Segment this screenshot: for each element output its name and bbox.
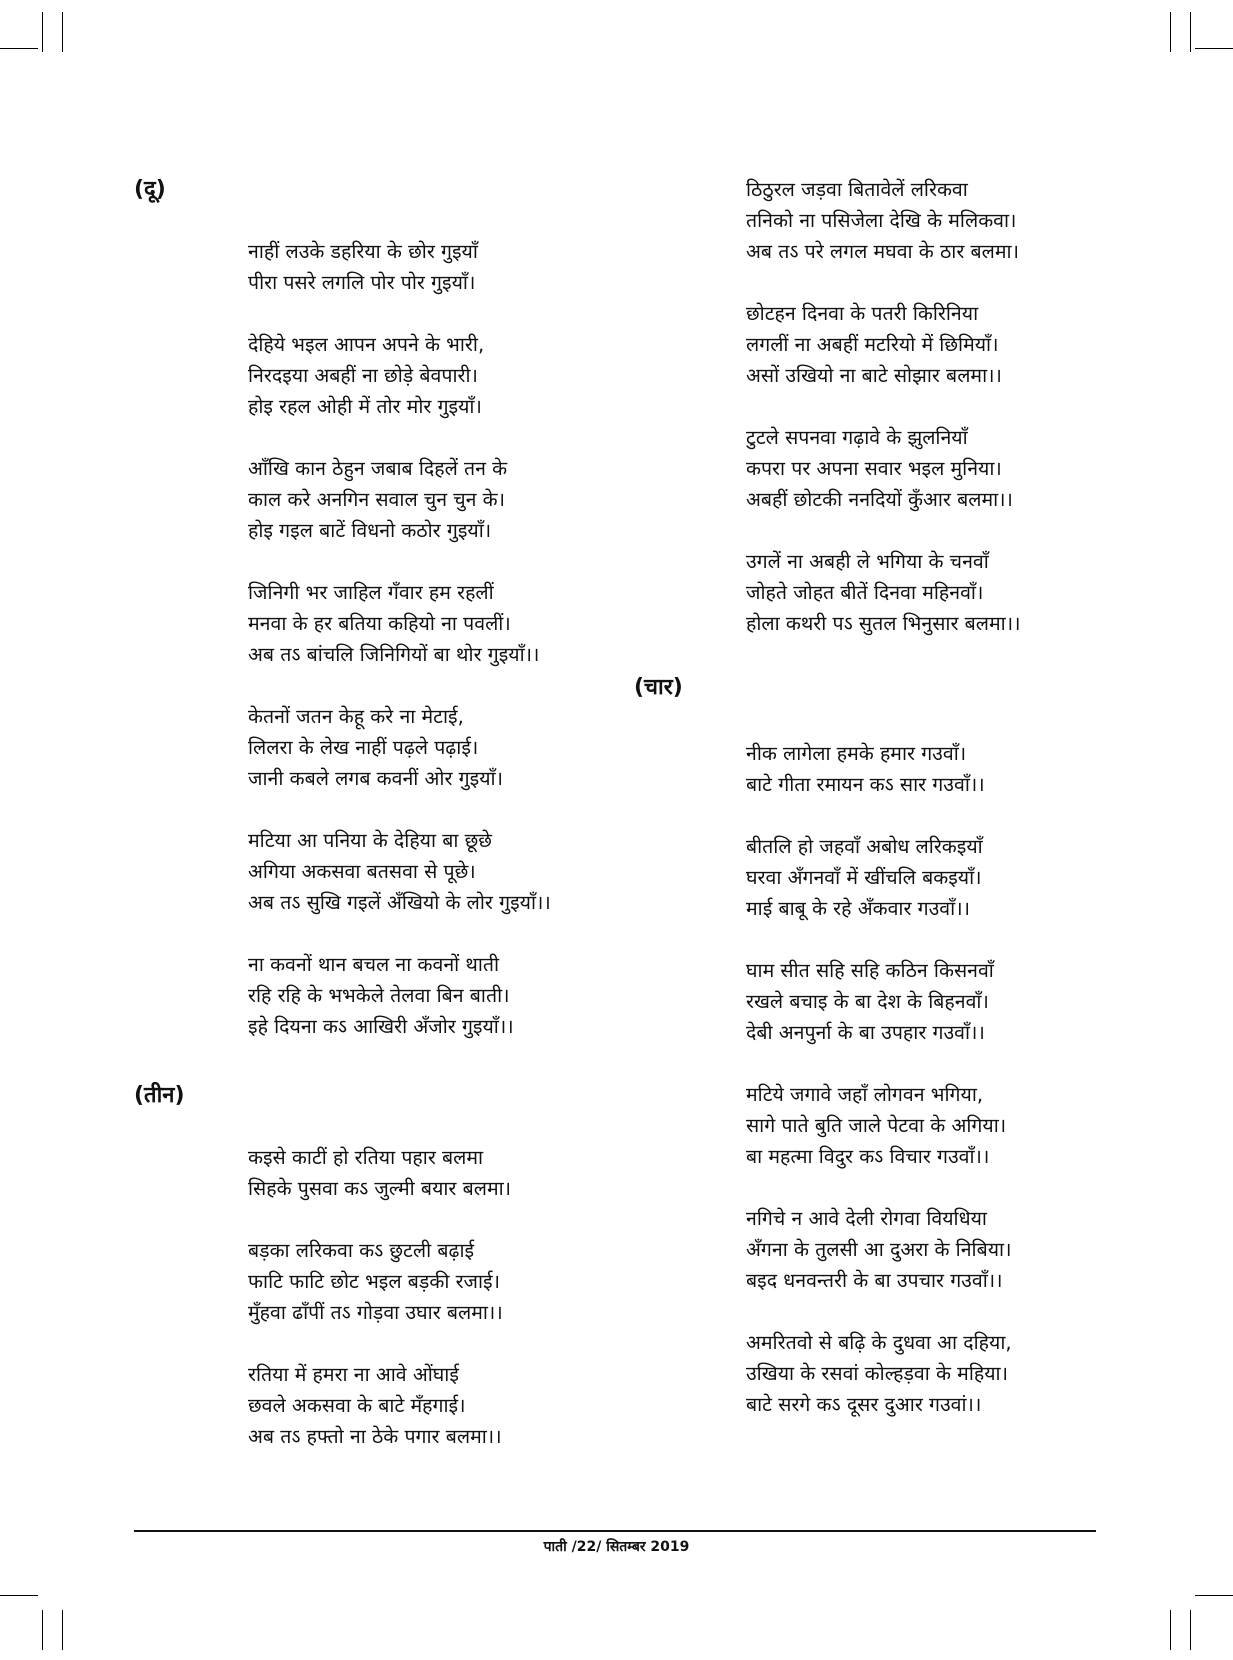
poem-line: जानी कबले लगब कवनीं ओर गुइयाँ। bbox=[248, 767, 503, 790]
stanza bbox=[746, 422, 1020, 515]
crop-mark bbox=[1170, 1610, 1171, 1650]
crop-mark bbox=[1195, 48, 1233, 49]
poem-line: बाटे सरगे कऽ दूसर दुआर गउवां।। bbox=[746, 1393, 982, 1416]
poem-line: घाम सीत सहि सहि कठिन किसनवाँ bbox=[746, 959, 994, 982]
footer-rule bbox=[134, 1530, 1096, 1532]
poem-line: ना कवनों थान बचल ना कवनों थाती bbox=[248, 953, 500, 976]
poem-line: देबी अनपुर्ना के बा उपहार गउवाँ।। bbox=[746, 1021, 985, 1044]
poem-line: अब तऽ सुखि गइलें अँखियो के लोर गुइयाँ।। bbox=[248, 891, 551, 914]
poem-line: नीक लागेला हमके हमार गउवाँ। bbox=[746, 742, 967, 765]
poem-teen-left bbox=[248, 1142, 511, 1452]
poem-line: अमरितवो से बढ़ि के दुधवा आ दहिया, bbox=[746, 1331, 1012, 1354]
stanza bbox=[248, 236, 551, 298]
poem-line: होइ गइल बाटें विधनो कठोर गुइयाँ। bbox=[248, 519, 492, 542]
poem-line: तनिको ना पसिजेला देखि के मलिकवा। bbox=[746, 209, 1017, 232]
section-heading-teen: (तीन) bbox=[134, 1083, 185, 1108]
poem-line: बइद धनवन्तरी के बा उपचार गउवाँ।। bbox=[746, 1269, 1003, 1292]
stanza bbox=[248, 1235, 511, 1328]
poem-line: सागे पाते बुति जाले पेटवा के अगिया। bbox=[746, 1114, 1007, 1137]
poem-line: माई बाबू के रहे अँकवार गउवाँ।। bbox=[746, 897, 970, 920]
crop-mark bbox=[42, 1610, 43, 1650]
poem-line: काल करे अनगिन सवाल चुन चुन के। bbox=[248, 488, 506, 511]
stanza bbox=[248, 1359, 511, 1452]
poem-line: जोहते जोहत बीतें दिनवा महिनवाँ। bbox=[746, 581, 984, 604]
stanza bbox=[248, 329, 551, 422]
poem-line: अबहीं छोटकी ननदियों कुँआर बलमा।। bbox=[746, 488, 1013, 511]
poem-line: अब तऽ हफ्तो ना ठेके पगार बलमा।। bbox=[248, 1425, 502, 1448]
stanza bbox=[746, 298, 1020, 391]
poem-line: बा महत्मा विदुर कऽ विचार गउवाँ।। bbox=[746, 1145, 990, 1168]
poem-line: उगलें ना अबही ले भगिया के चनवाँ bbox=[746, 550, 989, 573]
stanza bbox=[746, 738, 1012, 800]
poem-line: रखले बचाइ के बा देश के बिहनवाँ। bbox=[746, 990, 989, 1013]
poem-line: रहि रहि के भभकेले तेलवा बिन बाती। bbox=[248, 984, 510, 1007]
section-heading-char: (चार) bbox=[634, 675, 683, 700]
page-footer: पाती /22/ सितम्बर 2019 bbox=[543, 1539, 690, 1555]
poem-line: होइ रहल ओही में तोर मोर गुइयाँ। bbox=[248, 395, 482, 418]
stanza bbox=[746, 1327, 1012, 1420]
poem-line: आँखि कान ठेहुन जबाब दिहलें तन के bbox=[248, 457, 508, 480]
crop-mark bbox=[42, 12, 43, 52]
poem-line: केतनों जतन केहू करे ना मेटाई, bbox=[248, 705, 464, 728]
poem-line: छवले अकसवा के बाटे मँहगाई। bbox=[248, 1394, 466, 1417]
poem-line: देहिये भइल आपन अपने के भारी, bbox=[248, 333, 485, 356]
poem-line: मटिया आ पनिया के देहिया बा छूछे bbox=[248, 829, 492, 852]
poem-line: असों उखियो ना बाटे सोझार बलमा।। bbox=[746, 364, 1002, 387]
stanza bbox=[248, 949, 551, 1042]
stanza bbox=[248, 577, 551, 670]
poem-line: अँगना के तुलसी आ दुअरा के निबिया। bbox=[746, 1238, 1012, 1261]
section-heading-du: (दू) bbox=[134, 177, 166, 202]
poem-du bbox=[248, 236, 551, 1042]
crop-mark bbox=[0, 1595, 38, 1596]
poem-teen-right bbox=[746, 174, 1020, 639]
stanza bbox=[746, 831, 1012, 924]
poem-line: उखिया के रसवां कोल्हड़वा के महिया। bbox=[746, 1362, 1008, 1385]
crop-mark bbox=[0, 48, 38, 49]
crop-mark bbox=[1195, 1595, 1233, 1596]
poem-line: लगलीं ना अबहीं मटरियो में छिमियाँ। bbox=[746, 333, 999, 356]
poem-line: सिहके पुसवा कऽ जुल्मी बयार बलमा। bbox=[248, 1177, 512, 1200]
poem-char bbox=[746, 738, 1012, 1420]
crop-mark bbox=[1170, 12, 1171, 52]
poem-line: छोटहन दिनवा के पतरी किरिनिया bbox=[746, 302, 979, 325]
poem-line: घरवा अँगनवाँ में खींचलि बकइयाँ। bbox=[746, 866, 982, 889]
crop-mark bbox=[1190, 1610, 1191, 1650]
stanza bbox=[248, 825, 551, 918]
poem-line: फाटि फाटि छोट भइल बड़की रजाई। bbox=[248, 1270, 501, 1293]
poem-line: बड़का लरिकवा कऽ छुटली बढ़ाई bbox=[248, 1239, 475, 1262]
stanza bbox=[746, 174, 1020, 267]
stanza bbox=[746, 955, 1012, 1048]
poem-line: बाटे गीता रमायन कऽ सार गउवाँ।। bbox=[746, 773, 985, 796]
poem-line: अब तऽ परे लगल मघवा के ठार बलमा। bbox=[746, 240, 1019, 263]
stanza bbox=[746, 546, 1020, 639]
stanza bbox=[746, 1203, 1012, 1296]
crop-mark bbox=[62, 1610, 63, 1650]
poem-line: मटिये जगावे जहाँ लोगवन भगिया, bbox=[746, 1083, 984, 1106]
poem-line: रतिया में हमरा ना आवे ओंघाई bbox=[248, 1363, 459, 1386]
poem-line: टुटले सपनवा गढ़ावे के झुलनियाँ bbox=[746, 426, 968, 449]
stanza bbox=[746, 1079, 1012, 1172]
poem-line: पीरा पसरे लगलि पोर पोर गुइयाँ। bbox=[248, 271, 476, 294]
poem-line: निरदइया अबहीं ना छोड़े बेवपारी। bbox=[248, 364, 478, 387]
poem-line: कपरा पर अपना सवार भइल मुनिया। bbox=[746, 457, 1002, 480]
poem-line: नगिचे न आवे देली रोगवा वियधिया bbox=[746, 1207, 987, 1230]
poem-line: ठिठुरल जड़वा बितावेलें लरिकवा bbox=[746, 178, 968, 201]
stanza bbox=[248, 453, 551, 546]
poem-line: मनवा के हर बतिया कहियो ना पवलीं। bbox=[248, 612, 511, 635]
poem-line: अगिया अकसवा बतसवा से पूछे। bbox=[248, 860, 476, 883]
poem-line: नाहीं लउके डहरिया के छोर गुइयाँ bbox=[248, 240, 478, 263]
poem-line: लिलरा के लेख नाहीं पढ़ले पढ़ाई। bbox=[248, 736, 479, 759]
stanza bbox=[248, 701, 551, 794]
crop-mark bbox=[62, 12, 63, 52]
poem-line: अब तऽ बांचलि जिनिगियों बा थोर गुइयाँ।। bbox=[248, 643, 540, 666]
stanza bbox=[248, 1142, 511, 1204]
crop-mark bbox=[1190, 12, 1191, 52]
poem-line: होला कथरी पऽ सुतल भिनुसार बलमा।। bbox=[746, 612, 1021, 635]
poem-line: कइसे काटीं हो रतिया पहार बलमा bbox=[248, 1146, 484, 1169]
poem-line: इहे दियना कऽ आखिरी अँजोर गुइयाँ।। bbox=[248, 1015, 514, 1038]
poem-line: मुँहवा ढाँपीं तऽ गोड़वा उघार बलमा।। bbox=[248, 1301, 503, 1324]
poem-line: बीतलि हो जहवाँ अबोध लरिकइयाँ bbox=[746, 835, 983, 858]
poem-line: जिनिगी भर जाहिल गँवार हम रहलीं bbox=[248, 581, 494, 604]
